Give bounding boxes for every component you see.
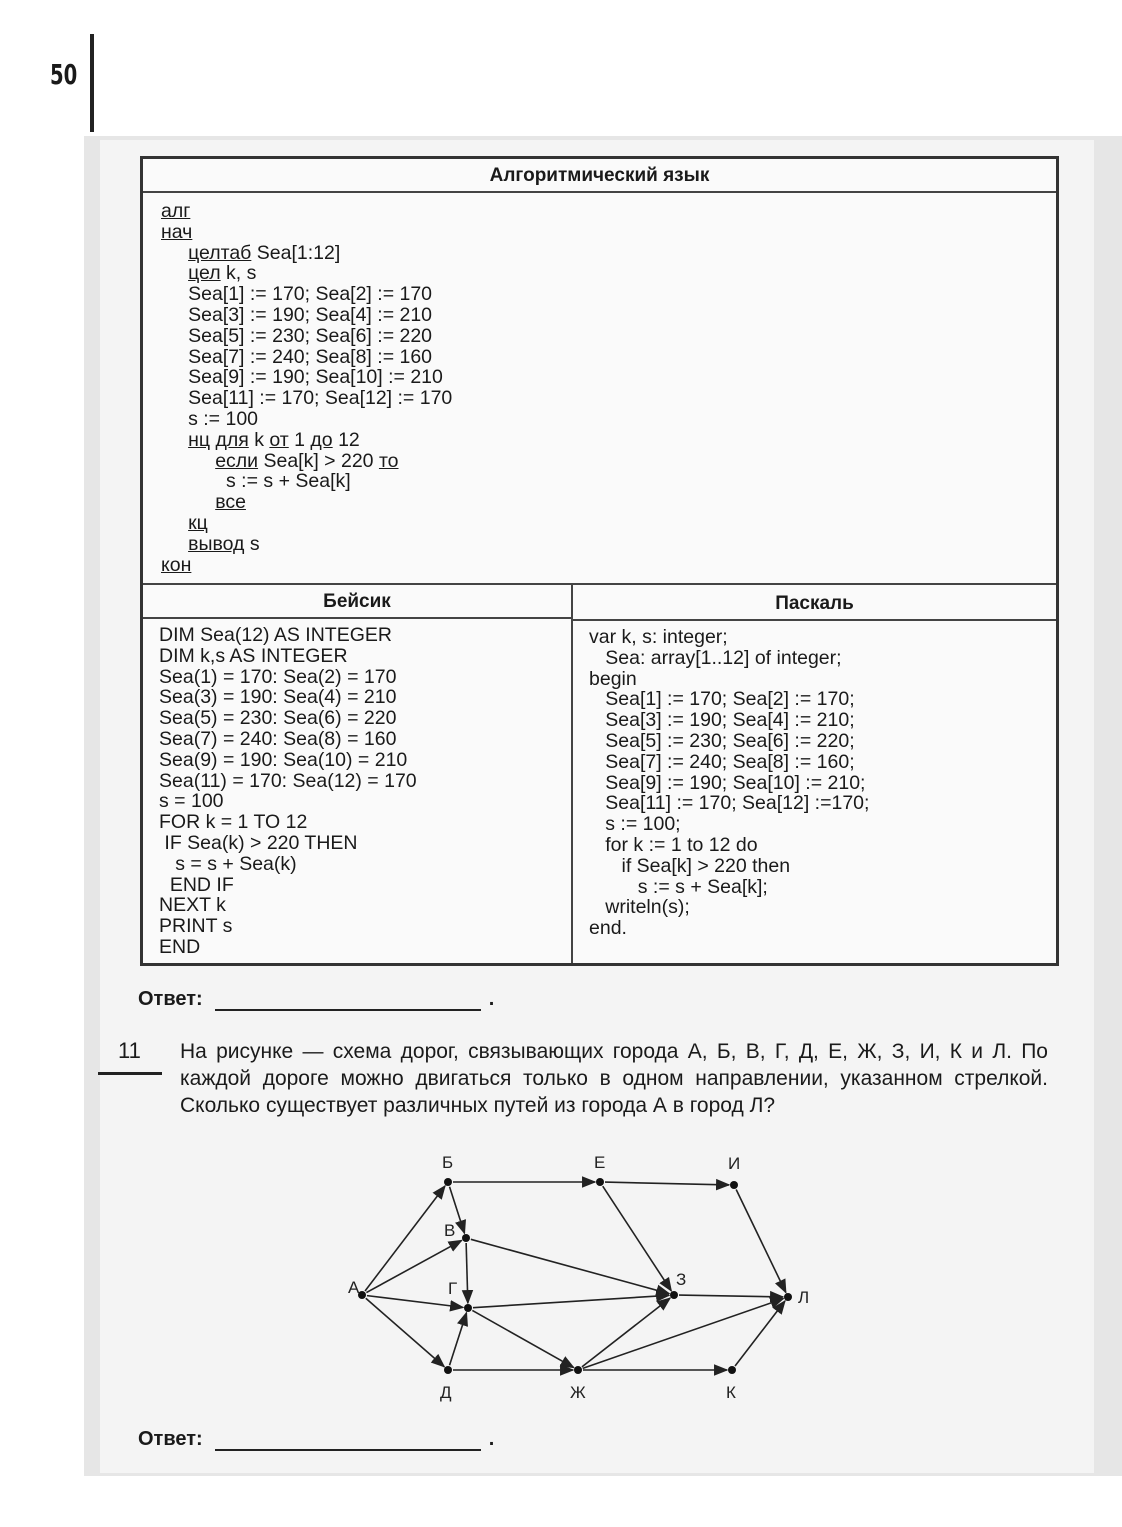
basic-code-line: END IF (159, 873, 234, 896)
basic-code-line: Sea(11) = 170: Sea(12) = 170 (159, 769, 417, 792)
pascal-code (589, 627, 869, 939)
road-edge (471, 1239, 669, 1293)
road-edge (583, 1299, 784, 1369)
city-node (444, 1178, 452, 1186)
road-edge (736, 1190, 786, 1293)
alg-code-line: нц для k от 1 до 12 (188, 428, 360, 451)
road-edge (466, 1243, 468, 1303)
answer-field[interactable] (215, 991, 481, 1011)
pascal-code-line: Sea[1] := 170; Sea[2] := 170; (589, 688, 855, 711)
basic-code-line: s = s + Sea(k) (159, 852, 297, 875)
answer-label: Ответ: (138, 1428, 203, 1450)
alg-code-line: Sea[9] := 190; Sea[10] := 210 (161, 366, 443, 389)
road-edge (603, 1186, 672, 1291)
pascal-code-line: Sea[5] := 230; Sea[6] := 220; (589, 729, 855, 752)
road-graph (330, 1150, 830, 1410)
alg-code-line: алг (161, 200, 191, 222)
basic-code-line: Sea(9) = 190: Sea(10) = 210 (159, 748, 408, 771)
alg-code-line: s := 100 (161, 407, 259, 430)
road-edge (472, 1310, 573, 1367)
city-node (462, 1234, 470, 1242)
city-label: Л (798, 1288, 810, 1307)
road-edge (735, 1301, 785, 1366)
answer-line-11: Ответ: . (138, 1428, 495, 1450)
pascal-code-line: Sea[7] := 240; Sea[8] := 160; (589, 750, 855, 773)
basic-code-line: Sea(7) = 240: Sea(8) = 160 (159, 727, 397, 750)
alg-code-line: нач (161, 220, 193, 243)
task-text: На рисунке — схема дорог, связывающих города А, Б, В, Г, Д, Е, Ж, З, И, К и Л. По каждой дороге можно двигаться только в одном направлении, указанном стрелкой. Сколько существует различных путей из города А в город Л? (180, 1040, 1048, 1117)
road-edge (366, 1298, 444, 1366)
alg-code-line: Sea[7] := 240; Sea[8] := 160 (161, 345, 433, 368)
city-node (670, 1291, 678, 1299)
task-number: 11 (118, 1038, 141, 1063)
basic-code (159, 625, 417, 958)
basic-code-line: Sea(1) = 170: Sea(2) = 170 (159, 665, 397, 688)
city-label: А (348, 1278, 360, 1297)
city-node (730, 1181, 738, 1189)
pascal-code-line: for k := 1 to 12 do (589, 833, 758, 856)
city-label: К (726, 1383, 736, 1402)
city-node (464, 1304, 472, 1312)
task-marker (98, 1072, 162, 1075)
city-label: Б (442, 1153, 454, 1172)
road-edge (605, 1182, 729, 1185)
basic-header: Бейсик (143, 585, 571, 619)
alg-code-line: все (215, 491, 246, 514)
alg-code-line: кц (188, 511, 208, 534)
city-node (728, 1366, 736, 1374)
alg-header: Алгоритмический язык (143, 159, 1056, 193)
pascal-code-line: Sea[3] := 190; Sea[4] := 210; (589, 709, 855, 732)
basic-code-line: FOR k = 1 TO 12 (159, 811, 308, 834)
road-edge (473, 1295, 669, 1307)
pascal-code-line: s := s + Sea[k]; (589, 875, 768, 898)
answer-label: Ответ: (138, 988, 203, 1010)
city-node (596, 1178, 604, 1186)
city-label: Ж (570, 1383, 586, 1402)
alg-code-line: Sea[3] := 190; Sea[4] := 210 (161, 303, 433, 326)
margin-rule (90, 34, 94, 132)
basic-code-line: DIM k,s AS INTEGER (159, 644, 348, 667)
basic-code-line: PRINT s (159, 915, 233, 938)
city-node (784, 1293, 792, 1301)
city-label: В (444, 1221, 456, 1240)
pascal-code-line: if Sea[k] > 220 then (589, 854, 791, 877)
alg-code-line: вывод s (188, 532, 260, 555)
alg-code-line: если Sea[k] > 220 то (215, 449, 399, 472)
pascal-code-line: Sea[11] := 170; Sea[12] :=170; (589, 792, 870, 815)
pascal-code-line: var k, s: integer; (589, 626, 728, 648)
pascal-header: Паскаль (573, 587, 1056, 621)
basic-code-line: END (159, 935, 201, 958)
basic-code-line: NEXT k (159, 894, 226, 917)
alg-code-line: кон (161, 553, 192, 576)
alg-code-line: Sea[1] := 170; Sea[2] := 170 (161, 283, 433, 306)
city-label: Д (440, 1383, 452, 1402)
alg-code-line: целтаб Sea[1:12] (188, 241, 341, 264)
city-node (444, 1366, 452, 1374)
pascal-code-line: Sea: array[1..12] of integer; (589, 646, 842, 669)
basic-code-line: IF Sea(k) > 220 THEN (159, 831, 358, 854)
basic-code-line: s = 100 (159, 790, 224, 813)
pascal-code-line: Sea[9] := 190; Sea[10] := 210; (589, 771, 866, 794)
road-edge (365, 1186, 445, 1291)
pascal-code-line: end. (589, 917, 627, 940)
code-table (140, 156, 1059, 966)
city-label: И (728, 1154, 741, 1173)
city-label: Е (594, 1153, 606, 1172)
column-divider (571, 583, 573, 963)
pascal-code-line: begin (589, 667, 637, 690)
alg-code-line: Sea[11] := 170; Sea[12] := 170 (161, 387, 453, 410)
alg-code (161, 201, 452, 575)
pascal-code-line: writeln(s); (589, 896, 690, 919)
road-edge (679, 1295, 783, 1297)
city-label: Г (448, 1279, 458, 1298)
answer-field[interactable] (215, 1431, 481, 1451)
alg-code-line: цел k, s (188, 262, 257, 285)
alg-code-line: s := s + Sea[k] (161, 470, 351, 493)
city-node (574, 1366, 582, 1374)
city-label: З (676, 1270, 687, 1289)
answer-line-10: Ответ: . (138, 988, 495, 1010)
alg-code-line: Sea[5] := 230; Sea[6] := 220 (161, 324, 433, 347)
page-number: 50 (50, 58, 78, 91)
basic-code-line: Sea(3) = 190: Sea(4) = 210 (159, 686, 397, 709)
basic-code-line: DIM Sea(12) AS INTEGER (159, 624, 392, 646)
basic-code-line: Sea(5) = 230: Sea(6) = 220 (159, 707, 397, 730)
road-edge (450, 1313, 467, 1365)
pascal-code-line: s := 100; (589, 813, 681, 836)
road-edge (582, 1298, 670, 1367)
